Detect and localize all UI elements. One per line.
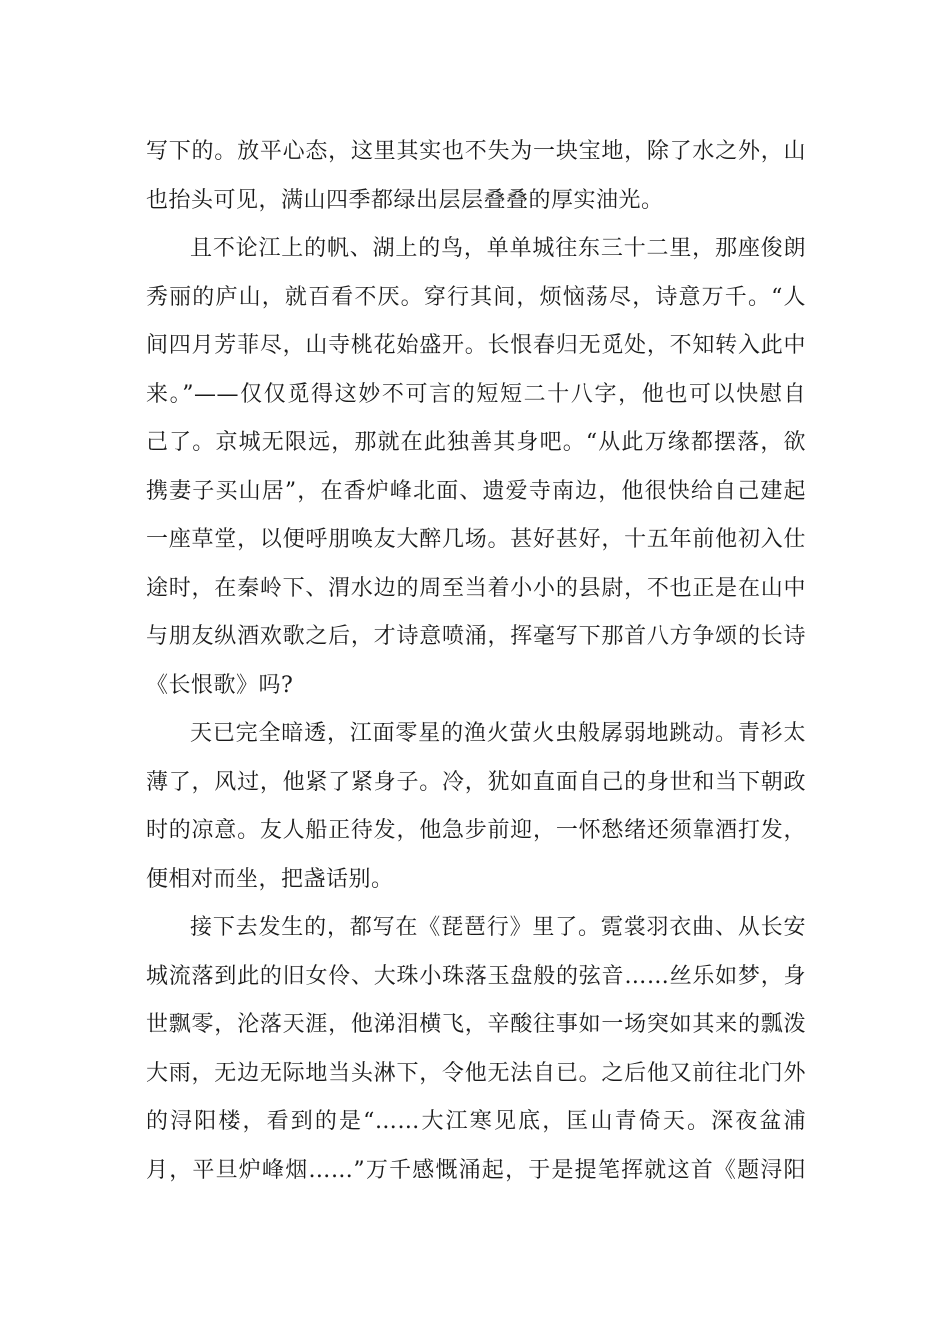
text-line: 的浔阳楼，看到的是“……大江寒见底，匡山青倚天。深夜盆浦: [146, 1109, 806, 1134]
text-line: 己了。京城无限远，那就在此独善其身吧。“从此万缘都摆落，欲: [146, 430, 806, 455]
text-line: 一座草堂，以便呼朋唤友大醉几场。甚好甚好，十五年前他初入仕: [146, 527, 806, 552]
text-line: 秀丽的庐山，就百看不厌。穿行其间，烦恼荡尽，诗意万千。“人: [146, 284, 806, 310]
text-line: 便相对而坐，把盏话别。: [146, 866, 394, 892]
text-line: 天已完全暗透，江面零星的渔火萤火虫般孱弱地跳动。青衫太: [190, 721, 806, 746]
text-line: 薄了，风过，他紧了紧身子。冷，犹如直面自己的身世和当下朝政: [146, 769, 806, 795]
text-line: 也抬头可见，满山四季都绿出层层叠叠的厚实油光。: [146, 187, 664, 213]
text-line: 大雨，无边无际地当头淋下，令他无法自已。之后他又前往北门外: [146, 1060, 806, 1086]
body-text: [146, 128, 806, 1195]
text-line: 来。”——仅仅觅得这妙不可言的短短二十八字，他也可以快慰自: [146, 381, 806, 407]
text-line: 城流落到此的旧女伶、大珠小珠落玉盘般的弦音……丝乐如梦，身: [146, 963, 806, 989]
text-line: 时的凉意。友人船正待发，他急步前迎，一怀愁绪还须靠酒打发，: [146, 818, 806, 843]
text-line: 与朋友纵酒欢歌之后，才诗意喷涌，挥毫写下那首八方争颂的长诗: [146, 624, 806, 649]
text-line: 间四月芳菲尽，山寺桃花始盛开。长恨春归无觅处，不知转入此中: [146, 333, 806, 358]
text-line: 且不论江上的帆、湖上的鸟，单单城往东三十二里，那座俊朗: [190, 236, 806, 261]
text-line: 携妻子买山居”，在香炉峰北面、遗爱寺南边，他很快给自己建起: [146, 478, 806, 504]
text-line: 写下的。放平心态，这里其实也不失为一块宝地，除了水之外，山: [146, 139, 806, 164]
text-line: 世飘零，沦落天涯，他涕泪横飞，辛酸往事如一场突如其来的瓢泼: [146, 1012, 806, 1037]
text-line: 途时，在秦岭下、渭水边的周至当着小小的县尉，不也正是在山中: [146, 575, 806, 601]
text-line: 《长恨歌》吗?: [146, 672, 294, 698]
text-line: 月，平旦炉峰烟……”万千感慨涌起，于是提笔挥就这首《题浔阳: [146, 1157, 806, 1183]
text-line: 接下去发生的，都写在《琵琶行》里了。霓裳羽衣曲、从长安: [190, 915, 806, 940]
